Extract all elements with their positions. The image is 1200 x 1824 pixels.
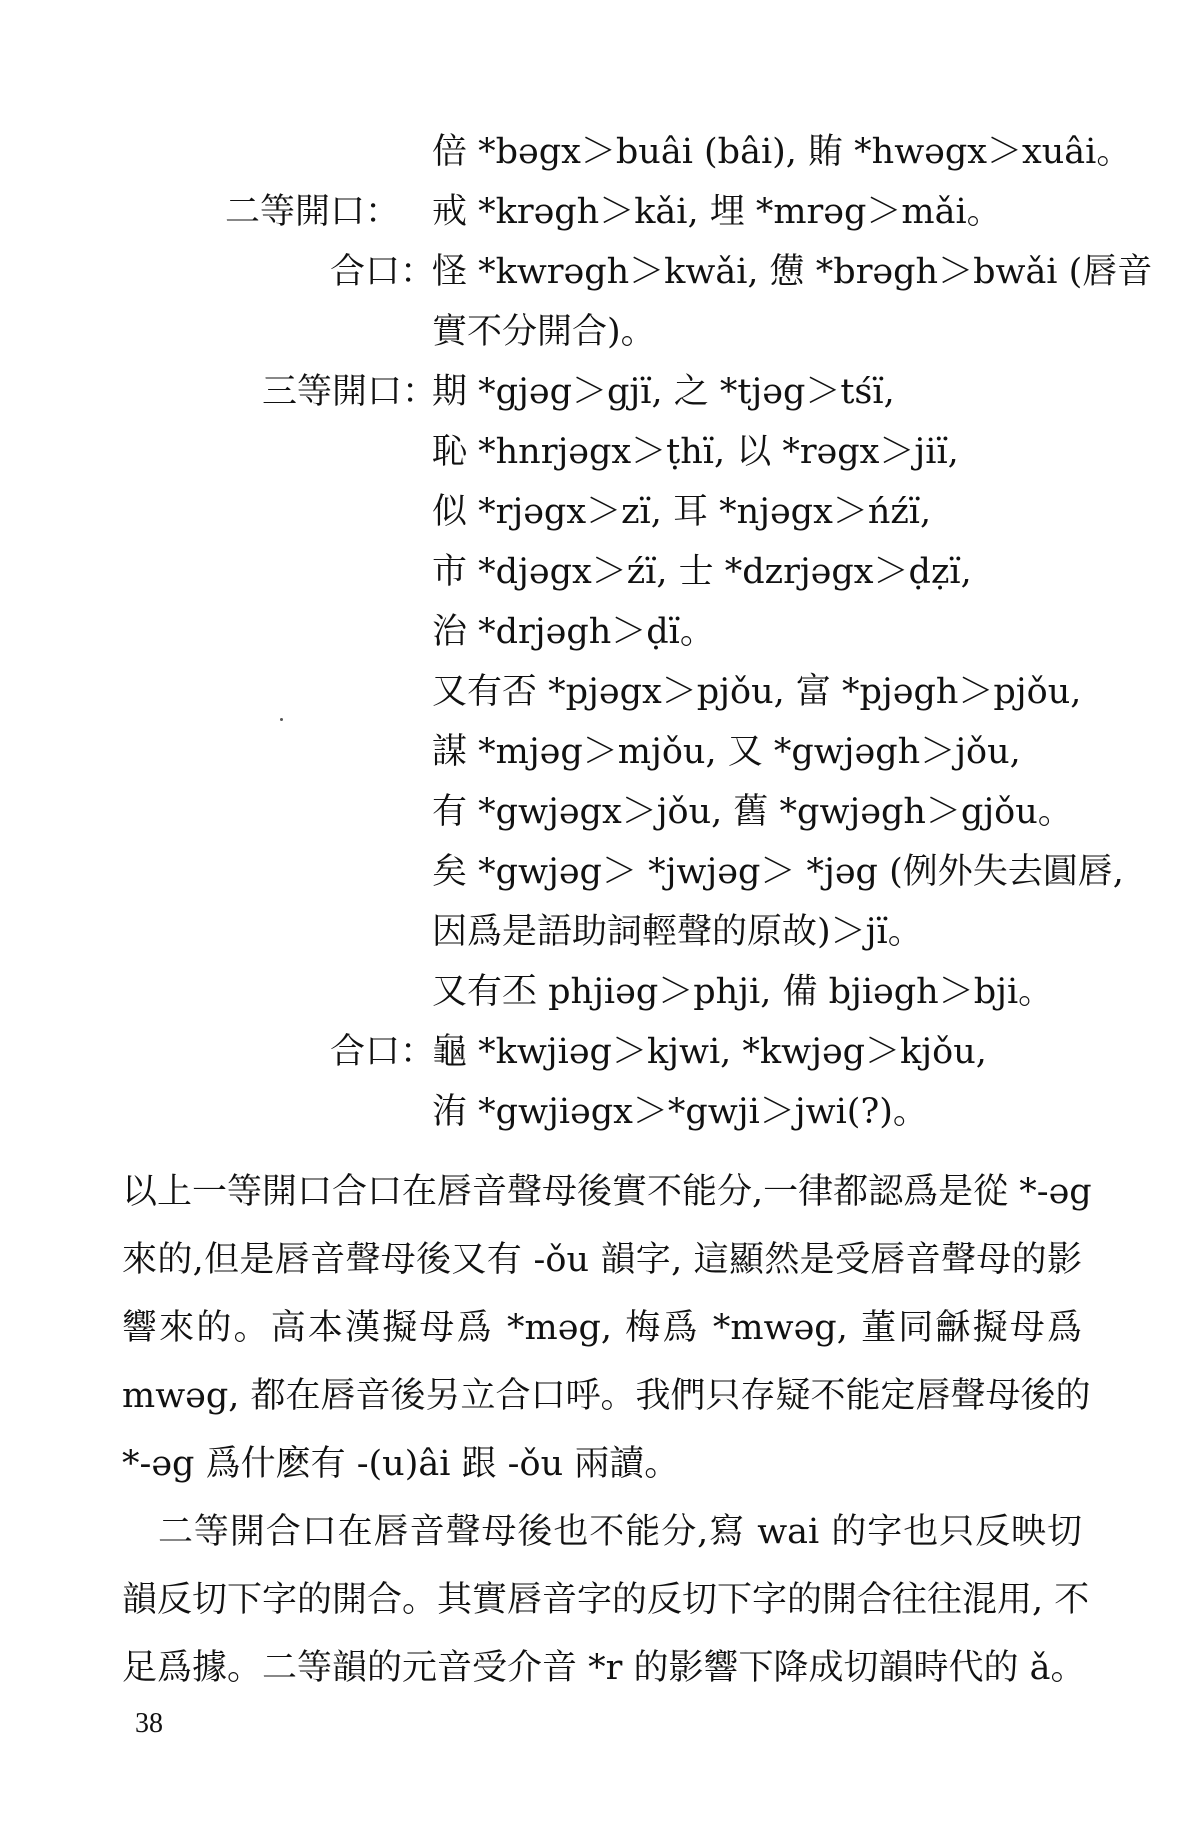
example-line: 矣 *gwjəg＞ *jwjəg＞ *jəg (例外失去圓唇, bbox=[432, 852, 1124, 892]
example-line: 恥 *hnrjəgx＞ṭhï, 以 *rəgx＞jiï, bbox=[432, 432, 959, 472]
example-line: 有 *gwjəgx＞jǒu, 舊 *gwjəgh＞gjǒu。 bbox=[432, 792, 1073, 832]
example-line: 又有否 *pjəgx＞pjǒu, 富 *pjəgh＞pjǒu, bbox=[432, 672, 1082, 712]
paragraph-line: 以上一等開口合口在唇音聲母後實不能分,一律都認爲是從 *-əg bbox=[122, 1172, 1092, 1212]
section-label: 三等開口： bbox=[262, 372, 438, 412]
paragraph-line: 二等開合口在唇音聲母後也不能分,寫 wai 的字也只反映切 bbox=[122, 1512, 1082, 1552]
example-line: 倍 *bəgx＞buâi (bâi), 賄 *hwəgx＞xuâi。 bbox=[432, 132, 1132, 172]
example-line: 龜 *kwjiəg＞kjwi, *kwjəg＞kjǒu, bbox=[432, 1032, 987, 1072]
example-line: 戒 *krəgh＞kǎi, 埋 *mrəg＞mǎi。 bbox=[432, 192, 1002, 232]
paragraph-line: 來的,但是唇音聲母後又有 -ǒu 韻字, 這顯然是受唇音聲母的影 bbox=[122, 1240, 1082, 1280]
stray-mark bbox=[280, 718, 283, 721]
example-line: 似 *rjəgx＞zï, 耳 *njəgx＞ńźï, bbox=[432, 492, 932, 532]
paragraph-line: 響來的。高本漢擬母爲 *məg, 梅爲 *mwəg, 董同龢擬母爲 bbox=[122, 1308, 1082, 1348]
section-label: 合口： bbox=[330, 252, 436, 292]
section-label: 合口： bbox=[330, 1032, 436, 1072]
example-line: 謀 *mjəg＞mjǒu, 又 *gwjəgh＞jǒu, bbox=[432, 732, 1021, 772]
paragraph-line: 足爲據。二等韻的元音受介音 *r 的影響下降成切韻時代的 ǎ。 bbox=[122, 1648, 1086, 1688]
example-line: 市 *djəgx＞źï, 士 *dzrjəgx＞ḍẓï, bbox=[432, 552, 972, 592]
example-line: 又有丕 phjiəg＞phji, 備 bjiəgh＞bji。 bbox=[432, 972, 1054, 1012]
example-line: 因爲是語助詞輕聲的原故)＞jï。 bbox=[432, 912, 923, 952]
example-line: 期 *gjəg＞gjï, 之 *tjəg＞tśï, bbox=[432, 372, 895, 412]
section-label: 二等開口： bbox=[225, 192, 401, 232]
paragraph-line: mwəg, 都在唇音後另立合口呼。我們只存疑不能定唇聲母後的 bbox=[122, 1376, 1091, 1416]
example-line: 實不分開合)。 bbox=[432, 312, 656, 352]
paragraph-line: *-əg 爲什麽有 -(u)âi 跟 -ǒu 兩讀。 bbox=[122, 1444, 680, 1484]
example-line: 怪 *kwrəgh＞kwǎi, 憊 *brəgh＞bwǎi (唇音 bbox=[432, 252, 1153, 292]
paragraph-line: 韻反切下字的開合。其實唇音字的反切下字的開合往往混用, 不 bbox=[122, 1580, 1090, 1620]
page-number: 38 bbox=[135, 1708, 163, 1739]
example-line: 治 *drjəgh＞ḍï。 bbox=[432, 612, 715, 652]
example-line: 洧 *gwjiəgx＞*gwji＞jwi(?)。 bbox=[432, 1092, 928, 1132]
